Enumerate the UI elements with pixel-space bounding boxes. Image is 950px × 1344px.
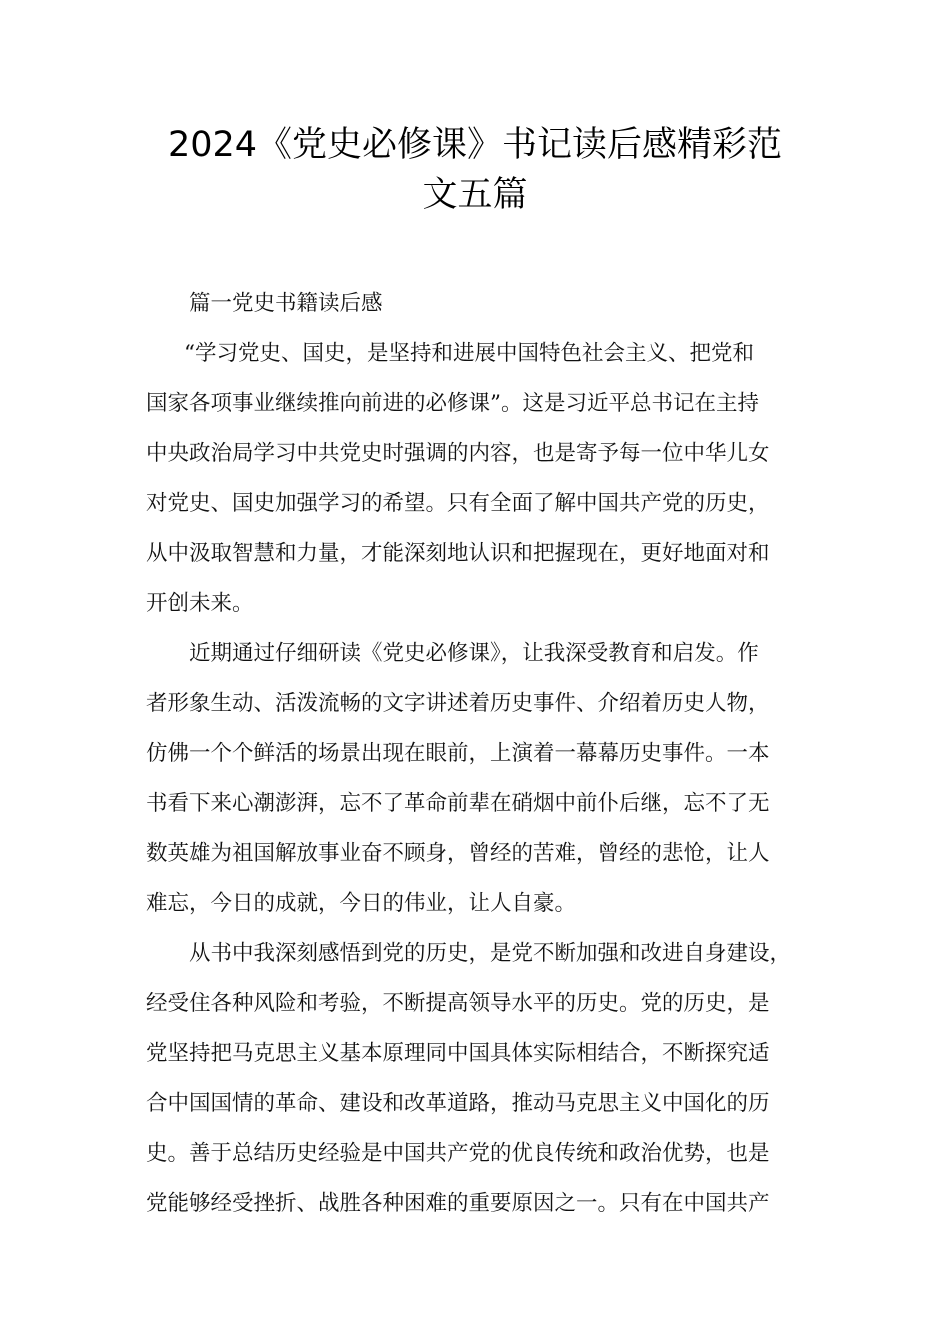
- paragraph-line: 中央政治局学习中共党史时强调的内容，也是寄予每一位中华儿女: [146, 441, 770, 466]
- paragraph-line: 书看下来心潮澎湃，忘不了革命前辈在硝烟中前仆后继，忘不了无: [146, 791, 770, 816]
- document-body: [146, 279, 826, 1229]
- paragraph-line: 从书中我深刻感悟到党的历史，是党不断加强和改进自身建设，: [189, 941, 792, 966]
- section-heading: 篇一党史书籍读后感: [189, 291, 383, 316]
- paragraph-line: 难忘，今日的成就，今日的伟业，让人自豪。: [146, 891, 577, 916]
- paragraph-line: 国家各项事业继续推向前进的必修课”。这是习近平总书记在主持: [146, 391, 759, 416]
- paragraph-line: 开创未来。: [146, 591, 254, 616]
- document-title: [140, 120, 810, 220]
- paragraph-line: 近期通过仔细研读《党史必修课》，让我深受教育和启发。作: [189, 641, 759, 666]
- title-line: 文五篇: [422, 175, 528, 215]
- paragraph-line: 党坚持把马克思主义基本原理同中国具体实际相结合，不断探究适: [146, 1041, 770, 1066]
- paragraph-line: “学习党史、国史，是坚持和进展中国特色社会主义、把党和: [184, 341, 754, 366]
- paragraph-line: 对党史、国史加强学习的希望。只有全面了解中国共产党的历史，: [146, 491, 770, 516]
- paragraph-3: [146, 929, 826, 1229]
- paragraph-line: 数英雄为祖国解放事业奋不顾身，曾经的苦难，曾经的悲怆，让人: [146, 841, 770, 866]
- paragraph-line: 者形象生动、活泼流畅的文字讲述着历史事件、介绍着历史人物，: [146, 691, 770, 716]
- paragraph-line: 经受住各种风险和考验，不断提高领导水平的历史。党的历史，是: [146, 991, 770, 1016]
- paragraph-line: 从中汲取智慧和力量，才能深刻地认识和把握现在，更好地面对和: [146, 541, 770, 566]
- paragraph-2: [146, 629, 826, 929]
- paragraph-1: [146, 329, 826, 629]
- title-line: 2024《党史必修课》书记读后感精彩范: [167, 125, 783, 165]
- paragraph-line: 党能够经受挫折、战胜各种困难的重要原因之一。只有在中国共产: [146, 1191, 770, 1216]
- paragraph-line: 史。善于总结历史经验是中国共产党的优良传统和政治优势，也是: [146, 1141, 770, 1166]
- paragraph-line: 合中国国情的革命、建设和改革道路，推动马克思主义中国化的历: [146, 1091, 770, 1116]
- paragraph-line: 仿佛一个个鲜活的场景出现在眼前，上演着一幕幕历史事件。一本: [146, 741, 770, 766]
